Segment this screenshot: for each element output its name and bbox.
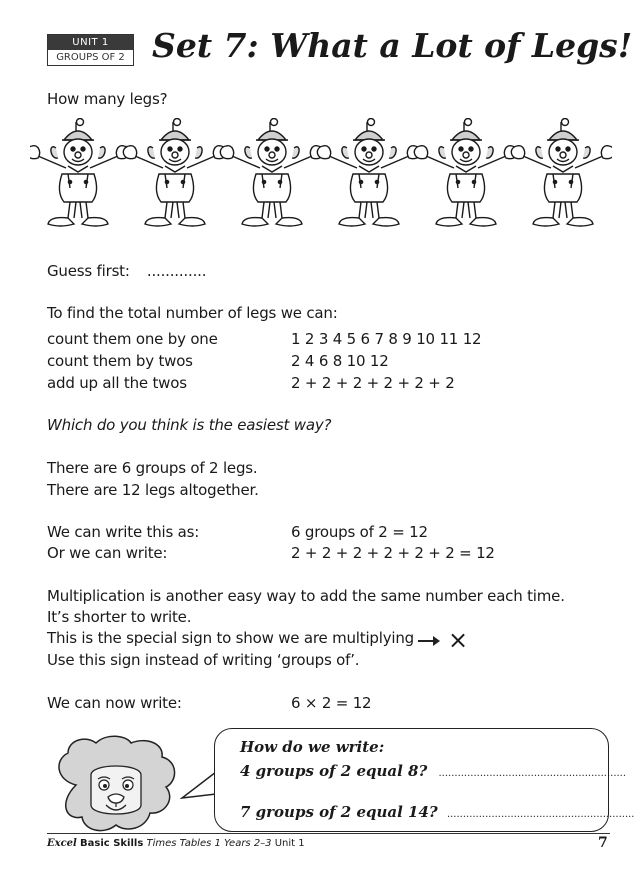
method-value: 2 + 2 + 2 + 2 + 2 + 2 xyxy=(291,374,455,392)
bubble-item xyxy=(240,803,634,821)
clown-icon xyxy=(511,119,612,227)
unit-topic: GROUPS OF 2 xyxy=(48,50,133,65)
arrow-right-icon xyxy=(418,640,438,642)
guess-blank: ............. xyxy=(146,262,207,280)
write-value: 2 + 2 + 2 + 2 + 2 + 2 = 12 xyxy=(291,544,495,562)
write-label: We can write this as: xyxy=(47,523,200,541)
clown-icon xyxy=(317,119,420,227)
footer-book: Times Tables 1 Years 2–3 xyxy=(146,838,272,849)
multiplication-shorter: It’s shorter to write. xyxy=(47,608,192,626)
multiplication-intro: Multiplication is another easy way to add the same number each time. xyxy=(47,587,565,605)
footer-series: Basic Skills xyxy=(80,838,144,849)
unit-number: UNIT 1 xyxy=(48,35,133,50)
answer-blank: ........................................................... xyxy=(438,768,627,779)
clown-icon xyxy=(220,119,323,227)
multiplication-sign-text: This is the special sign to show we are multiplying xyxy=(47,629,414,647)
multiply-sign: × xyxy=(448,626,469,654)
write-label: Or we can write: xyxy=(47,544,168,562)
method-label: add up all the twos xyxy=(47,374,187,392)
footer-divider xyxy=(47,833,610,834)
method-value: 1 2 3 4 5 6 7 8 9 10 11 12 xyxy=(291,330,482,348)
method-value: 2 4 6 8 10 12 xyxy=(291,352,389,370)
now-value: 6 × 2 = 12 xyxy=(291,694,372,712)
footer-unit: Unit 1 xyxy=(274,838,305,849)
intro-question: How many legs? xyxy=(47,90,168,108)
method-label: count them one by one xyxy=(47,330,218,348)
now-label: We can now write: xyxy=(47,694,182,712)
bubble-question: How do we write: xyxy=(240,738,385,756)
clown-icon xyxy=(414,119,517,227)
multiplication-use-sign: Use this sign instead of writing ‘groups of’. xyxy=(47,651,360,669)
footer-brand: Excel xyxy=(47,838,77,849)
footer xyxy=(47,838,305,849)
guess-label: Guess first: xyxy=(47,262,130,280)
unit-label-box xyxy=(47,34,134,66)
clown-icon xyxy=(30,119,130,227)
bubble-item-text: 4 groups of 2 equal 8? xyxy=(240,762,428,780)
bubble-item-text: 7 groups of 2 equal 14? xyxy=(240,803,438,821)
guess-line xyxy=(47,262,206,280)
fact-groups: There are 6 groups of 2 legs. xyxy=(47,459,258,477)
fact-total: There are 12 legs altogether. xyxy=(47,481,259,499)
bubble-item xyxy=(240,762,626,780)
page-number: 7 xyxy=(598,835,608,851)
methods-heading: To find the total number of legs we can: xyxy=(47,304,338,322)
method-label: count them by twos xyxy=(47,352,193,370)
easiest-way-question: Which do you think is the easiest way? xyxy=(47,416,332,434)
clowns-illustration xyxy=(30,118,612,236)
clown-icon xyxy=(123,119,226,227)
write-value: 6 groups of 2 = 12 xyxy=(291,523,428,541)
answer-blank: ........................................................... xyxy=(446,809,635,820)
page-title: Set 7: What a Lot of Legs! xyxy=(152,26,633,65)
